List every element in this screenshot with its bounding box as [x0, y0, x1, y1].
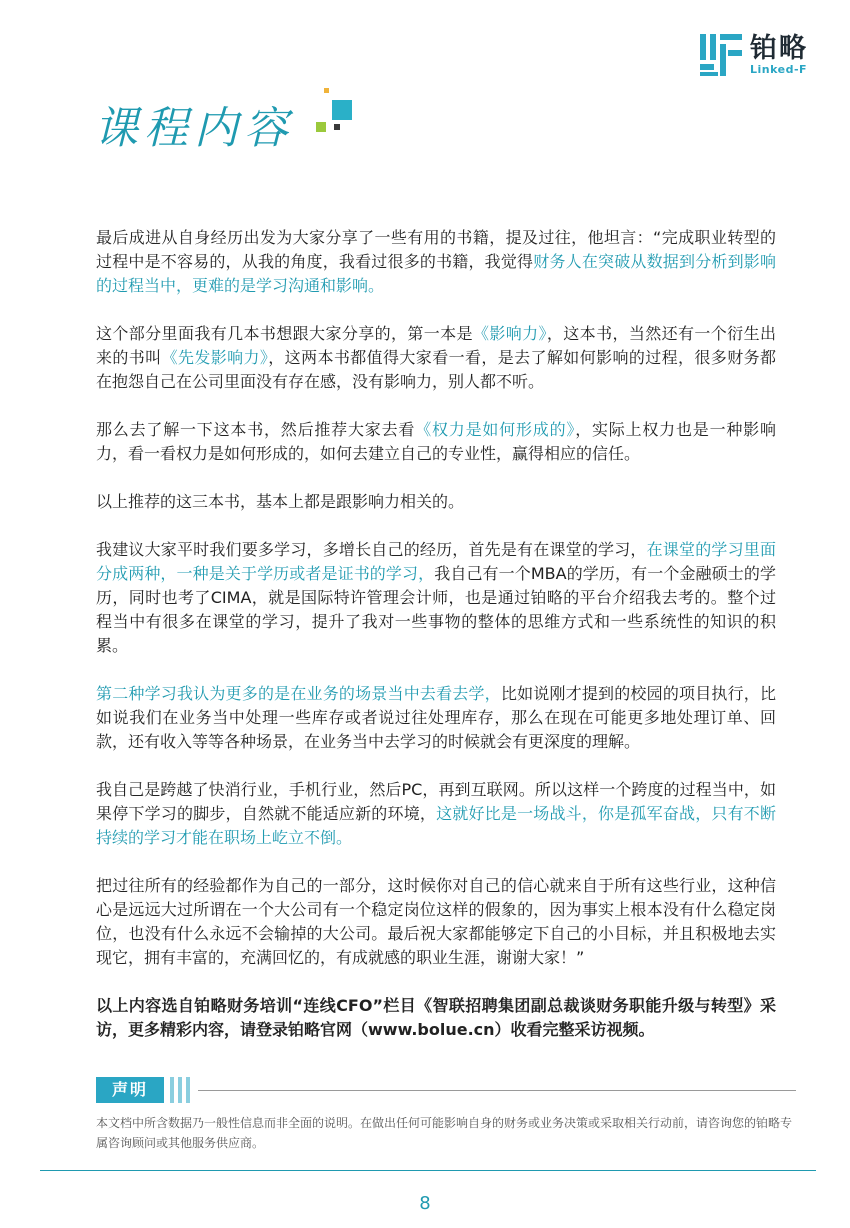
declaration-text: 本文档中所含数据乃一般性信息而非全面的说明。在做出任何可能影响自身的财务或业务决策或采取相关行动前，请咨询您的铂略专属咨询顾问或其他服务供应商。	[96, 1116, 793, 1150]
highlight-text: 《影响力》	[472, 324, 547, 343]
body-text: ，这两本书都值得大家看一看，是去了解如何影响的过程，很多财务都在抱怨自己在公司里面没有存在感，没有影响力，别人都不听。	[96, 348, 776, 391]
declaration-title: 声明	[96, 1077, 164, 1103]
footer-divider	[40, 1170, 816, 1171]
body-text: ，实际上权力也是一种影响力，看一看权力是如何形成的，如何去建立自己的专业性，赢得相应的信任。	[96, 420, 776, 463]
declaration-divider	[198, 1090, 796, 1091]
highlight-text: 在课堂的学习里面分成两种，一种是关于学历或者是证书的学习，	[96, 540, 776, 583]
body-text: 比如说刚才提到的校园的项目执行，比如说我们在业务当中处理一些库存或者说过往处理库存，那么在现在可能更多地处理订单、回款，还有收入等等各种场景，在业务当中去学习的时候就会有更深度的理解。	[96, 684, 776, 751]
logo-name-cn: 铂略	[750, 33, 808, 64]
body-text: 我自己是跨越了快消行业，手机行业，然后PC，再到互联网。所以这样一个跨度的过程当中，如果停下学习的脚步，自然就不能适应新的环境，	[96, 780, 776, 823]
body-text: 以上推荐的这三本书，基本上都是跟影响力相关的。	[96, 492, 465, 511]
body-text: 把过往所有的经验都作为自己的一部分，这时候你对自己的信心就来自于所有这些行业，这种信心是远远大过所谓在一个大公司有一个稳定岗位这样的假象的，因为事实上根本没有什么稳定岗位，也没有什么永远不会输掉的大公司。最后祝大家都能够定下自己的小目标，并且积极地去实现它，拥有丰富的，充满回忆的，有成就感的职业生涯，谢谢大家！”	[96, 876, 776, 967]
declaration-section	[96, 1077, 796, 1153]
body-text: ，这本书，当然还有一个衍生出来的书叫	[96, 324, 776, 367]
paragraph	[96, 418, 776, 466]
paragraph	[96, 538, 776, 658]
highlight-text: 这就好比是一场战斗，你是孤军奋战，只有不断持续的学习才能在职场上屹立不倒。	[96, 804, 776, 847]
highlight-text: 《权力是如何形成的》	[415, 420, 576, 439]
body-text: 最后成进从自身经历出发为大家分享了一些有用的书籍，提及过往，他坦言：“完成职业转型的过程中是不容易的，从我的角度，我看过很多的书籍，我觉得	[96, 228, 776, 271]
body-text: 那么去了解一下这本书，然后推荐大家去看	[96, 420, 416, 439]
title-block	[94, 92, 354, 156]
highlight-text: 第二种学习我认为更多的是在业务的场景当中去看去学，	[96, 684, 501, 703]
brand-logo	[698, 32, 808, 78]
paragraph	[96, 226, 776, 298]
declaration-stripes-icon	[170, 1077, 194, 1103]
page-title: 课程内容	[94, 103, 294, 154]
logo-name-en: Linked-F	[750, 63, 808, 76]
body-text: 这个部分里面我有几本书想跟大家分享的，第一本是	[96, 324, 473, 343]
paragraph	[96, 682, 776, 754]
body-text: 我建议大家平时我们要多学习，多增长自己的经历，首先是有在课堂的学习，	[96, 540, 647, 559]
paragraph-list	[96, 226, 776, 970]
highlight-text: 《先发影响力》	[161, 348, 269, 367]
source-note: 以上内容选自铂略财务培训“连线CFO”栏目《智联招聘集团副总裁谈财务职能升级与转型》采访，更多精彩内容，请登录铂略官网（www.bolue.cn）收看完整采访视频。	[96, 996, 776, 1039]
title-squares-icon	[314, 88, 354, 148]
highlight-text: 财务人在突破从数据到分析到影响的过程当中，更难的是学习沟通和影响。	[96, 252, 776, 295]
article-body	[96, 226, 776, 1066]
page-number: 8	[419, 1193, 431, 1214]
logo-mark-icon	[698, 32, 744, 78]
paragraph	[96, 874, 776, 970]
paragraph	[96, 322, 776, 394]
paragraph	[96, 490, 776, 514]
paragraph	[96, 778, 776, 850]
body-text: 我自己有一个MBA的学历，有一个金融硕士的学历，同时也考了CIMA，就是国际特许管理会计师，也是通过铂略的平台介绍我去考的。整个过程当中有很多在课堂的学习，提升了我对一些事物的整体的思维方式和一些系统性的知识的积累。	[96, 564, 776, 655]
